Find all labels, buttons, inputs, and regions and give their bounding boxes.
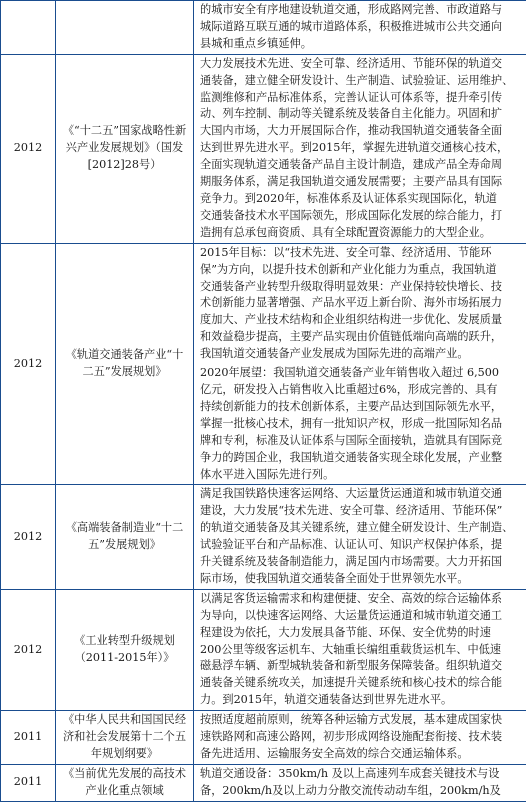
year-cell: 2012 — [1, 485, 56, 589]
year-cell: 2011 — [1, 764, 56, 801]
table-row — [1, 243, 526, 485]
table-row — [1, 589, 526, 710]
year-cell: 2012 — [1, 589, 56, 710]
policy-name-cell: 《工业转型升级规划（2011-2015年）》 — [56, 589, 194, 710]
policy-content-cell — [194, 485, 526, 589]
table-row — [1, 711, 526, 765]
content-paragraph: 按照适度超前原则，统筹各种运输方式发展，基本建成国家快 速铁路网和高速公路网，初步形成网络设施配套衔接、技术装 备先进适用、运输服务安全高效的综合交通运输体系。 — [200, 712, 520, 763]
table-row — [1, 764, 526, 801]
table-row — [1, 54, 526, 243]
policy-name-cell: 《“十二五”国家战略性新兴产业发展规划》（国发[2012]28号） — [56, 54, 194, 243]
policy-content-cell — [194, 711, 526, 765]
table-row — [1, 485, 526, 589]
content-paragraph: 的城市安全有序地建设轨道交通，形成路网完善、市政道路与 城际道路互联互通的城市道路体系，积极推进城市公共交通向 县城和重点乡镇延伸。 — [200, 2, 520, 53]
year-cell: 2012 — [1, 54, 56, 243]
policy-content-cell — [194, 589, 526, 710]
policy-name-cell: 《轨道交通装备产业“十二五”发展规划》 — [56, 243, 194, 485]
year-cell: 2012 — [1, 243, 56, 485]
policy-name-cell: 《高端装备制造业“十二五”发展规划》 — [56, 485, 194, 589]
policy-content-cell — [194, 54, 526, 243]
policy-name-cell — [56, 1, 194, 55]
content-paragraph: 以满足客货运输需求和构建便捷、安全、高效的综合运输体系 为导向，以快速客运网络、大运量货运通道和城市轨道交通工 程建设为依托，大力发展具备节能、环保、安全优势的时速 200公里等级客运机车、大轴重长编组重载货运机车、中低速 磁悬浮车辆、新型城轨装备和新型服务保障装备。组织轨道交 通装备关键系统攻关，加速提升关键系统和核心技术的综合能 力。到2015年，轨道交通装备达到世界先进水平。 — [200, 591, 520, 709]
content-paragraph: 满足我国铁路快速客运网络、大运量货运通道和城市轨道交通 建设，大力发展“技术先进、安全可靠、经济适用、节能环保” 的轨道交通装备及其关键系统，建立健全研发设计、生产制造、 试验验证平台和产品标准、认证认可、知识产权保护体系，提 升关键系统及装备制造能力，满足国内市场需要。大力开拓国 际市场，使我国轨道交通装备全面处于世界领先水平。 — [200, 486, 520, 587]
content-paragraph: 轨道交通设备：350km/h 及以上高速列车成套关键技术与设 备，200km/h及以上动力分散交流传动动车组，200km/h及 — [200, 766, 520, 800]
content-paragraph: 2015年目标：以“技术先进、安全可靠、经济适用、节能环 保”为方向，以提升技术创新和产业化能力为重点，我国轨道 交通装备产业转型升级取得明显效果：产业保持较快增长、技 术创新能力显著增强、产品水平迈上新台阶、海外市场拓展力 度加大、产业技术结构和企业组织结构进一步优化、发展质量 和效益稳步提高，主要产品实现由价值链低端向高端的跃升， 我国轨道交通装备产业发展成为国际先进的高端产业。 — [200, 245, 520, 363]
policy-name-cell: 《当前优先发展的高技术产业化重点领域 — [56, 764, 194, 801]
content-paragraph: 2020年展望：我国轨道交通装备产业年销售收入超过 6,500 亿元，研发投入占销售收入比重超过6%，形成完善的、具有 持续创新能力的技术创新体系，主要产品达到国际领先水平， 掌握一批核心技术，拥有一批知识产权，形成一批国际知名品 牌和专利，标准及认证体系与国际全面接轨，造就具有国际竞 争力的跨国企业，我国轨道交通装备实现全球化发展，产业整 体水平进入国际先进行列。 — [200, 365, 520, 483]
year-cell: 2011 — [1, 711, 56, 765]
policy-content-cell — [194, 243, 526, 485]
table-row — [1, 1, 526, 55]
content-paragraph: 大力发展技术先进、安全可靠、经济适用、节能环保的轨道交 通装备，建立健全研发设计、生产制造、试验验证、运用维护、 监测维修和产品标准体系，完善认证认可体系等，提升牵引传 动、列车控制、制动等关键系统及装备自主化能力。巩固和扩 大国内市场，大力开展国际合作，推动我国轨道交通装备全面 达到世界先进水平。到2015年，掌握先进轨道交通核心技术， 全面实现轨道交通装备产品自主设计制造，建成产品全寿命周 期服务体系，满足我国轨道交通发展需要；主要产品具有国际 竞争力。到2020年，标准体系及认证体系实现国际化，轨道 交通装备技术水平国际领先，形成国际化发展的综合能力，打 造拥有总承包商资质、具有全球配置资源能力的大型企业。 — [200, 56, 520, 242]
policy-name-cell: 《中华人民共和国国民经济和社会发展第十二个五年规划纲要》 — [56, 711, 194, 765]
policy-content-cell — [194, 764, 526, 801]
policy-content-cell — [194, 1, 526, 55]
year-cell — [1, 1, 56, 55]
